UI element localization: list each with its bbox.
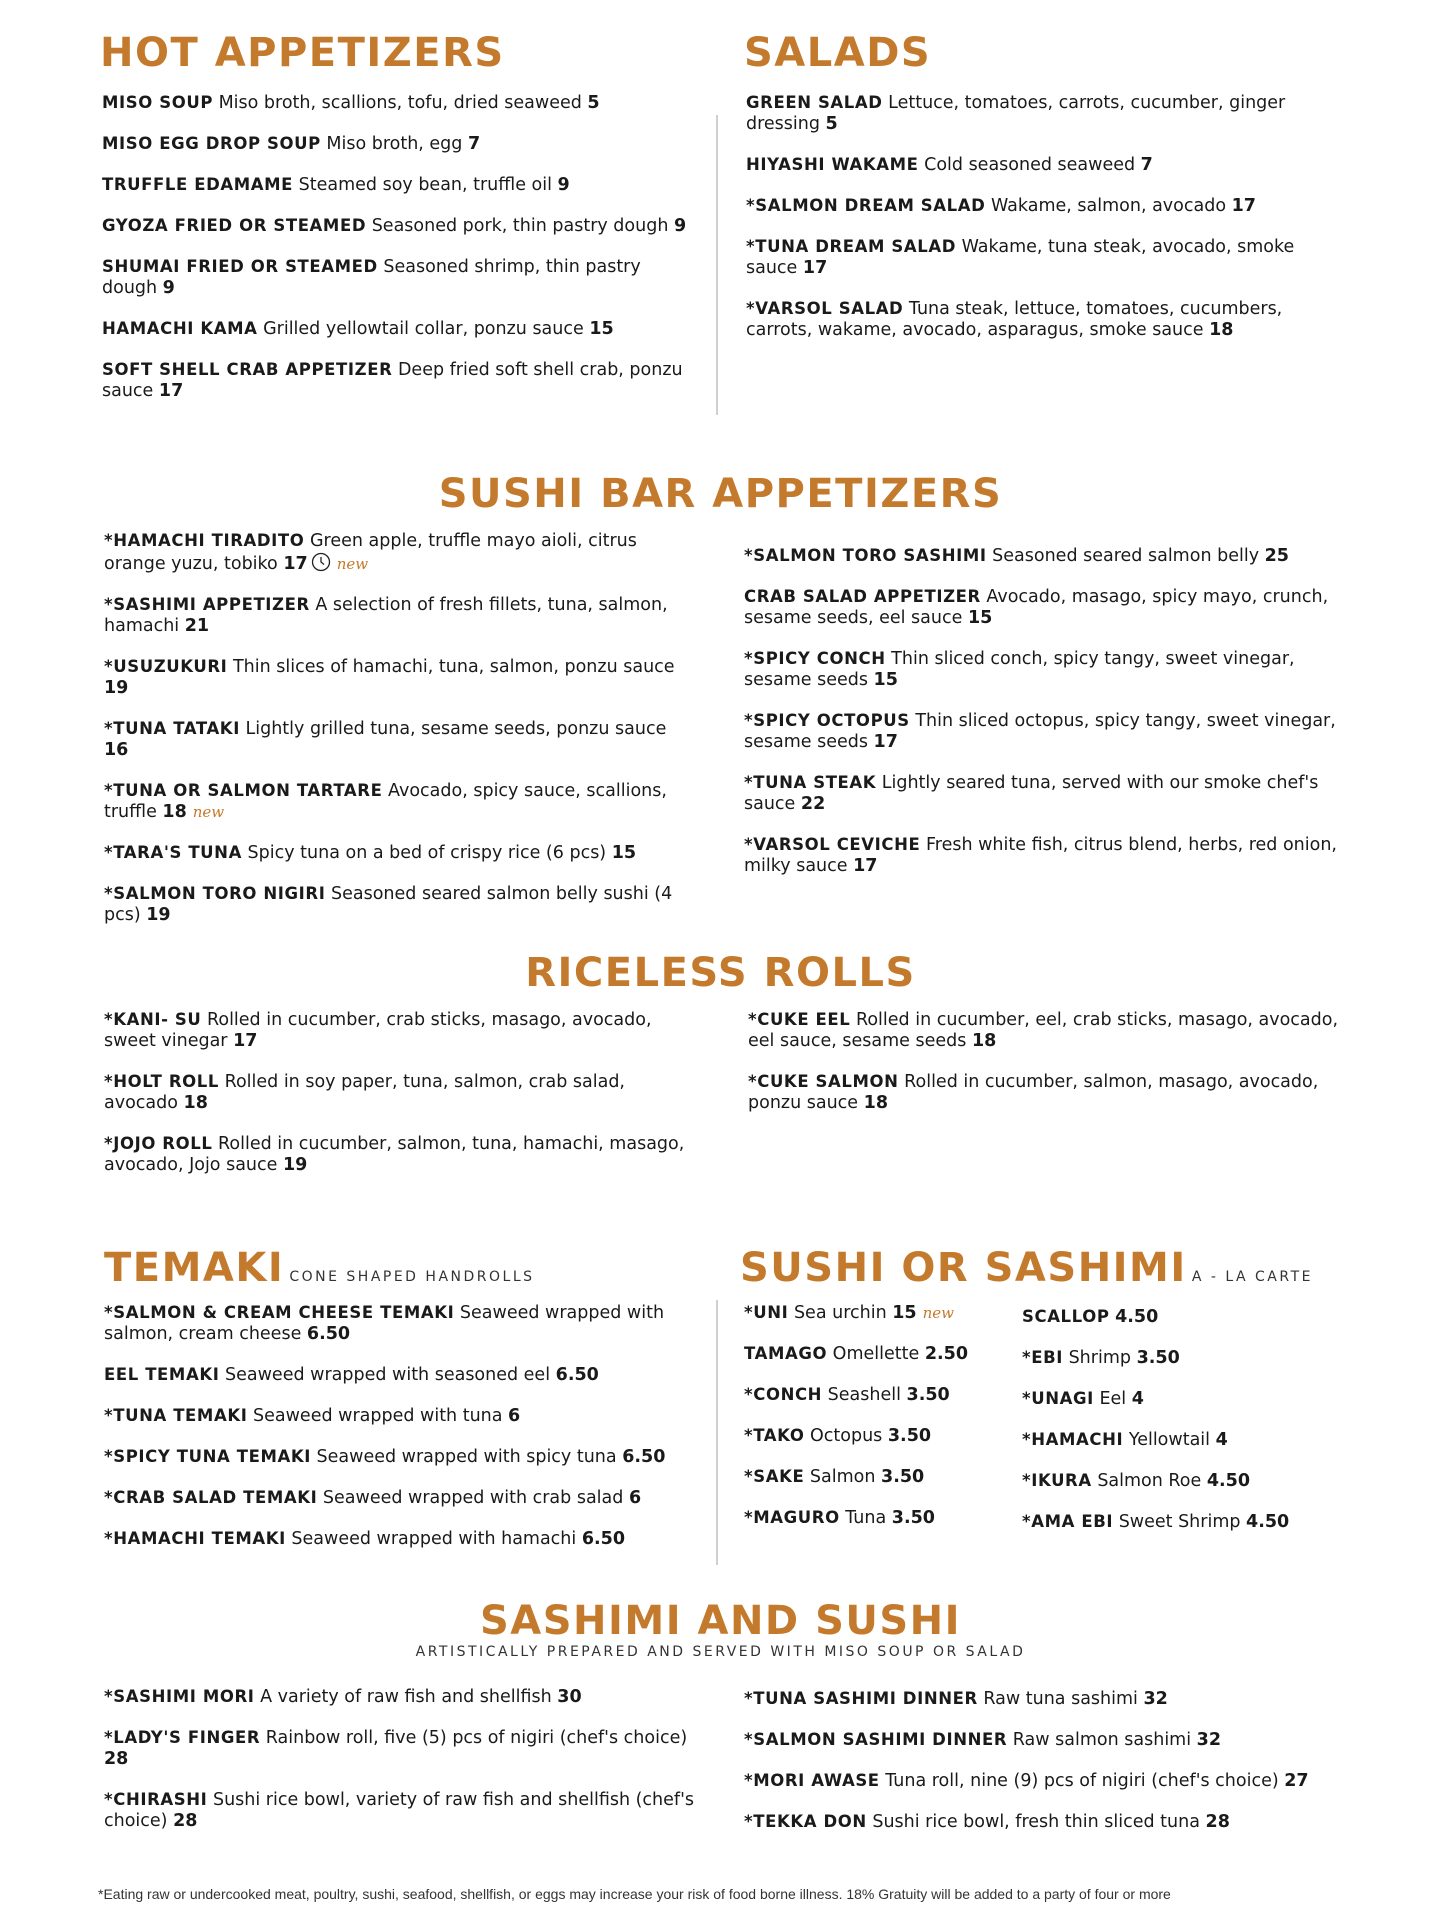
menu-item <box>104 1071 694 1114</box>
riceless-rolls-title: RICELESS ROLLS <box>525 950 916 996</box>
menu-item <box>104 1789 704 1832</box>
item-desc: Seaweed wrapped with salmon, cream cheese <box>104 1303 665 1344</box>
item-desc: Sushi rice bowl, fresh thin sliced tuna <box>866 1812 1206 1832</box>
item-price: 4 <box>1131 1389 1144 1409</box>
item-name: *SPICY OCTOPUS <box>744 711 910 730</box>
item-price: 2.50 <box>924 1344 968 1364</box>
item-name: *UNI <box>744 1303 789 1322</box>
item-name: *TUNA TEMAKI <box>104 1406 248 1425</box>
menu-item <box>104 1686 704 1708</box>
item-desc: Raw tuna sashimi <box>977 1689 1144 1709</box>
sashimi-sushi-right-list <box>744 1688 1344 1852</box>
item-name: *TEKKA DON <box>744 1812 867 1831</box>
menu-item <box>102 256 692 299</box>
menu-item <box>746 154 1326 176</box>
item-name: SCALLOP <box>1022 1307 1110 1326</box>
item-desc: Shrimp <box>1063 1348 1137 1368</box>
item-price: 15 <box>967 608 993 628</box>
item-desc: Grilled yellowtail collar, ponzu sauce <box>257 319 590 339</box>
item-desc: Lightly seared tuna, served with our smoke chef's sauce <box>744 773 1319 814</box>
item-price: 4.50 <box>1115 1307 1159 1327</box>
menu-item <box>104 530 694 575</box>
item-desc: Tuna <box>839 1508 892 1528</box>
item-price: 6.50 <box>306 1324 351 1344</box>
temaki-subtitle: CONE SHAPED HANDROLLS <box>289 1269 535 1285</box>
menu-item <box>104 1405 694 1427</box>
menu-item <box>1022 1429 1322 1451</box>
alacarte-header <box>740 1245 1313 1291</box>
new-badge: new <box>922 1304 954 1322</box>
item-desc: Thin sliced conch, spicy tangy, sweet vinegar, sesame seeds <box>744 649 1295 690</box>
menu-item <box>744 772 1344 815</box>
item-name: *JOJO ROLL <box>104 1134 213 1153</box>
item-price: 19 <box>282 1155 308 1175</box>
item-price: 15 <box>611 843 637 863</box>
footer-disclaimer: *Eating raw or undercooked meat, poultry, sushi, seafood, shellfish, or eggs may increase your risk of food borne illness. 18% Gratuity will be added to a party of four or more <box>98 1886 1171 1902</box>
item-desc: Seaweed wrapped with tuna <box>247 1406 509 1426</box>
item-desc: Rolled in cucumber, salmon, masago, avocado, ponzu sauce <box>748 1072 1319 1113</box>
menu-item <box>104 1727 704 1770</box>
menu-item <box>1022 1511 1322 1533</box>
item-price: 18 <box>162 802 187 822</box>
item-name: *CUKE EEL <box>748 1010 851 1029</box>
menu-item <box>744 1770 1344 1792</box>
riceless-left-list <box>104 1009 694 1195</box>
item-desc: Seaweed wrapped with seasoned eel <box>219 1365 556 1385</box>
item-name: SOFT SHELL CRAB APPETIZER <box>102 360 393 379</box>
menu-item <box>1022 1470 1322 1492</box>
item-price: 6.50 <box>555 1365 599 1385</box>
item-desc: Rainbow roll, five (5) pcs of nigiri (chef's choice) <box>260 1728 688 1748</box>
item-name: *SAKE <box>744 1467 805 1486</box>
item-name: *CONCH <box>744 1385 823 1404</box>
item-price: 15 <box>892 1303 917 1323</box>
item-desc: Steamed soy bean, truffle oil <box>293 175 558 195</box>
menu-item <box>104 1302 694 1345</box>
new-badge: new <box>336 555 369 573</box>
item-desc: Salmon <box>804 1467 882 1487</box>
item-desc: Thin slices of hamachi, tuna, salmon, ponzu sauce <box>227 657 675 677</box>
item-desc: Sea urchin <box>788 1303 893 1323</box>
item-price: 30 <box>557 1687 582 1707</box>
item-desc: Tuna roll, nine (9) pcs of nigiri (chef's choice) <box>879 1771 1285 1791</box>
item-name: *SALMON & CREAM CHEESE TEMAKI <box>104 1303 455 1322</box>
menu-item <box>744 1425 1014 1447</box>
item-price: 9 <box>673 216 687 236</box>
item-name: CRAB SALAD APPETIZER <box>744 587 981 606</box>
item-name: *SASHIMI APPETIZER <box>104 595 310 614</box>
item-name: TRUFFLE EDAMAME <box>102 175 294 194</box>
sashimi-sushi-title: SASHIMI AND SUSHI <box>479 1598 962 1644</box>
sashimi-sushi-subtitle: ARTISTICALLY PREPARED AND SERVED WITH MISO SOUP OR SALAD <box>415 1644 1026 1660</box>
item-price: 25 <box>1264 546 1289 566</box>
item-desc: Salmon Roe <box>1091 1471 1207 1491</box>
item-name: *VARSOL SALAD <box>746 299 904 318</box>
clock-icon <box>311 552 331 572</box>
item-name: MISO SOUP <box>102 93 214 112</box>
menu-item <box>104 656 694 699</box>
item-price: 9 <box>162 278 175 298</box>
item-name: TAMAGO <box>744 1344 828 1363</box>
item-desc: Rolled in soy paper, tuna, salmon, crab salad, avocado <box>104 1072 625 1113</box>
item-name: *TUNA SASHIMI DINNER <box>744 1689 978 1708</box>
menu-item <box>104 780 694 823</box>
item-desc: Seasoned shrimp, thin pastry dough <box>102 257 641 298</box>
item-desc: Seasoned seared salmon belly <box>986 546 1265 566</box>
menu-item <box>746 92 1326 135</box>
item-desc: Octopus <box>804 1426 888 1446</box>
item-desc: Tuna steak, lettuce, tomatoes, cucumbers, carrots, wakame, avocado, asparagus, smoke sauce <box>746 299 1283 340</box>
temaki-list <box>104 1302 694 1569</box>
item-desc: Lightly grilled tuna, sesame seeds, ponzu sauce <box>239 719 667 739</box>
item-name: *CRAB SALAD TEMAKI <box>104 1488 318 1507</box>
alacarte-subtitle: A - LA CARTE <box>1191 1269 1313 1285</box>
item-name: *TUNA STEAK <box>744 773 877 792</box>
item-desc: Raw salmon sashimi <box>1007 1730 1197 1750</box>
alacarte-left-list <box>744 1302 1014 1548</box>
item-desc: Wakame, salmon, avocado <box>985 196 1232 216</box>
item-desc: Seaweed wrapped with spicy tuna <box>310 1447 623 1467</box>
menu-item <box>744 1466 1014 1488</box>
item-price: 18 <box>971 1031 997 1051</box>
menu-item <box>104 1133 694 1176</box>
menu-item <box>104 883 694 926</box>
item-price: 3.50 <box>881 1467 925 1487</box>
menu-item <box>744 1343 1014 1365</box>
item-price: 6 <box>628 1488 642 1508</box>
item-price: 17 <box>1231 196 1256 216</box>
item-price: 3.50 <box>887 1426 932 1446</box>
menu-item <box>744 710 1344 753</box>
menu-item <box>744 545 1344 567</box>
item-desc: A variety of raw fish and shellfish <box>254 1687 558 1707</box>
menu-item <box>1022 1388 1322 1410</box>
item-name: *AMA EBI <box>1022 1512 1114 1531</box>
menu-item <box>102 318 692 340</box>
item-name: EEL TEMAKI <box>104 1365 220 1384</box>
item-name: *MORI AWASE <box>744 1771 880 1790</box>
menu-item <box>744 586 1344 629</box>
item-name: *VARSOL CEVICHE <box>744 835 921 854</box>
item-desc: Seasoned seared salmon belly sushi (4 pcs) <box>104 884 673 925</box>
item-desc: Fresh white fish, citrus blend, herbs, red onion, milky sauce <box>744 835 1337 876</box>
item-price: 32 <box>1143 1689 1168 1709</box>
new-badge: new <box>192 803 225 821</box>
item-name: *HAMACHI TIRADITO <box>104 531 305 550</box>
menu-item <box>102 174 692 196</box>
sashimi-sushi-left-list <box>104 1686 704 1851</box>
menu-item <box>744 1507 1014 1529</box>
menu-item <box>744 648 1344 691</box>
item-price: 17 <box>233 1031 258 1051</box>
item-desc: Miso broth, egg <box>320 134 468 154</box>
item-name: *SALMON TORO NIGIRI <box>104 884 326 903</box>
item-name: *SPICY TUNA TEMAKI <box>104 1447 311 1466</box>
item-name: *USUZUKURI <box>104 657 228 676</box>
item-desc: Seasoned pork, thin pastry dough <box>366 216 674 236</box>
item-name: *TARA'S TUNA <box>104 843 242 862</box>
item-name: *IKURA <box>1022 1471 1092 1490</box>
item-price: 19 <box>146 905 171 925</box>
menu-item <box>104 1364 694 1386</box>
item-price: 9 <box>557 175 570 195</box>
sushi-bar-title: SUSHI BAR APPETIZERS <box>438 471 1003 517</box>
menu-item <box>748 1009 1348 1052</box>
menu-item <box>1022 1347 1322 1369</box>
item-desc: Sushi rice bowl, variety of raw fish and shellfish (chef's choice) <box>104 1790 695 1831</box>
item-name: *CUKE SALMON <box>748 1072 899 1091</box>
item-name: *SPICY CONCH <box>744 649 886 668</box>
item-desc: Lettuce, tomatoes, carrots, cucumber, ginger dressing <box>746 93 1286 134</box>
item-desc: Spicy tuna on a bed of crispy rice (6 pcs) <box>241 843 612 863</box>
menu-item <box>102 92 692 114</box>
item-name: *EBI <box>1022 1348 1064 1367</box>
item-price: 21 <box>184 616 210 636</box>
item-desc: Cold seasoned seaweed <box>918 155 1141 175</box>
item-name: *SALMON TORO SASHIMI <box>744 546 987 565</box>
item-price: 7 <box>1140 155 1153 175</box>
menu-item <box>102 359 692 402</box>
menu-item <box>104 842 694 864</box>
item-price: 18 <box>183 1093 208 1113</box>
item-price: 6.50 <box>622 1447 666 1467</box>
item-name: *HAMACHI TEMAKI <box>104 1529 286 1548</box>
item-desc: Sweet Shrimp <box>1113 1512 1247 1532</box>
menu-item <box>104 718 694 761</box>
item-desc: Rolled in cucumber, eel, crab sticks, masago, avocado, eel sauce, sesame seeds <box>748 1010 1339 1051</box>
menu-item <box>744 1688 1344 1710</box>
menu-item <box>748 1071 1348 1114</box>
menu-item <box>1022 1306 1322 1328</box>
riceless-right-list <box>748 1009 1348 1133</box>
item-name: *SALMON DREAM SALAD <box>746 196 986 215</box>
item-price: 28 <box>173 1811 198 1831</box>
item-desc: Seashell <box>822 1385 907 1405</box>
item-price: 4.50 <box>1246 1512 1290 1532</box>
item-desc: Deep fried soft shell crab, ponzu sauce <box>102 360 683 401</box>
column-divider <box>716 1300 718 1565</box>
item-price: 17 <box>802 258 828 278</box>
menu-item <box>746 195 1326 217</box>
item-price: 17 <box>158 381 184 401</box>
item-price: 32 <box>1196 1730 1222 1750</box>
menu-item <box>104 1528 694 1550</box>
item-price: 3.50 <box>1136 1348 1180 1368</box>
item-name: *MAGURO <box>744 1508 840 1527</box>
item-price: 18 <box>863 1093 888 1113</box>
item-desc: Green apple, truffle mayo aioli, citrus orange yuzu, tobiko <box>104 531 637 574</box>
item-desc: Avocado, masago, spicy mayo, crunch, sesame seeds, eel sauce <box>744 587 1329 628</box>
item-price: 17 <box>283 554 308 574</box>
sushi-bar-right-list <box>744 545 1344 896</box>
item-name: *TUNA OR SALMON TARTARE <box>104 781 383 800</box>
menu-item <box>746 236 1326 279</box>
menu-item <box>102 215 692 237</box>
item-price: 16 <box>104 740 129 760</box>
item-name: MISO EGG DROP SOUP <box>102 134 321 153</box>
item-price: 5 <box>587 93 600 113</box>
item-price: 27 <box>1284 1771 1309 1791</box>
salads-title: SALADS <box>744 30 932 76</box>
item-desc: Thin sliced octopus, spicy tangy, sweet vinegar, sesame seeds <box>744 711 1336 752</box>
menu-item <box>104 1009 694 1052</box>
item-price: 18 <box>1209 320 1234 340</box>
menu-item <box>744 834 1344 877</box>
item-price: 17 <box>873 732 898 752</box>
item-desc: Seaweed wrapped with crab salad <box>317 1488 629 1508</box>
item-desc: Miso broth, scallions, tofu, dried seaweed <box>213 93 588 113</box>
item-price: 4 <box>1215 1430 1228 1450</box>
item-name: GREEN SALAD <box>746 93 883 112</box>
menu-item <box>104 1487 694 1509</box>
item-price: 6.50 <box>581 1529 626 1549</box>
item-name: HAMACHI KAMA <box>102 319 258 338</box>
hot-appetizers-list <box>102 92 692 421</box>
item-name: HIYASHI WAKAME <box>746 155 919 174</box>
item-desc: Avocado, spicy sauce, scallions, truffle <box>104 781 667 822</box>
menu-item <box>102 133 692 155</box>
item-name: *TUNA TATAKI <box>104 719 240 738</box>
item-price: 3.50 <box>891 1508 935 1528</box>
salads-list <box>746 92 1326 360</box>
item-name: *CHIRASHI <box>104 1790 208 1809</box>
item-price: 15 <box>873 670 898 690</box>
menu-item <box>744 1384 1014 1406</box>
item-price: 28 <box>1205 1812 1230 1832</box>
item-name: *LADY'S FINGER <box>104 1728 261 1747</box>
item-desc: Rolled in cucumber, crab sticks, masago, avocado, sweet vinegar <box>104 1010 652 1051</box>
item-price: 22 <box>800 794 826 814</box>
item-name: SHUMAI FRIED OR STEAMED <box>102 257 378 276</box>
sushi-bar-left-list <box>104 530 694 945</box>
temaki-header <box>104 1245 535 1291</box>
item-name: *UNAGI <box>1022 1389 1094 1408</box>
item-name: *SASHIMI MORI <box>104 1687 255 1706</box>
item-price: 6 <box>508 1406 521 1426</box>
item-price: 7 <box>467 134 481 154</box>
item-price: 17 <box>853 856 878 876</box>
item-desc: Seaweed wrapped with hamachi <box>285 1529 582 1549</box>
menu-item <box>104 594 694 637</box>
item-price: 5 <box>825 114 838 134</box>
item-name: GYOZA FRIED OR STEAMED <box>102 216 367 235</box>
menu-item <box>104 1446 694 1468</box>
item-desc: Wakame, tuna steak, avocado, smoke sauce <box>746 237 1295 278</box>
item-name: *TUNA DREAM SALAD <box>746 237 957 256</box>
item-name: *HOLT ROLL <box>104 1072 220 1091</box>
temaki-title: TEMAKI <box>104 1245 285 1291</box>
item-price: 4.50 <box>1206 1471 1251 1491</box>
item-desc: Omellette <box>827 1344 925 1364</box>
item-price: 28 <box>104 1749 129 1769</box>
hot-appetizers-title: HOT APPETIZERS <box>100 30 505 76</box>
item-name: *KANI- SU <box>104 1010 202 1029</box>
alacarte-title: SUSHI OR SASHIMI <box>740 1245 1187 1291</box>
item-desc: A selection of fresh fillets, tuna, salmon, hamachi <box>104 595 668 636</box>
menu-item <box>744 1729 1344 1751</box>
item-price: 19 <box>104 678 129 698</box>
alacarte-right-list <box>1022 1306 1322 1552</box>
menu-item <box>746 298 1326 341</box>
column-divider <box>716 115 718 415</box>
item-price: 15 <box>589 319 614 339</box>
menu-item <box>744 1302 1014 1324</box>
item-name: *SALMON SASHIMI DINNER <box>744 1730 1008 1749</box>
item-name: *HAMACHI <box>1022 1430 1124 1449</box>
item-price: 3.50 <box>906 1385 950 1405</box>
item-desc: Rolled in cucumber, salmon, tuna, hamachi, masago, avocado, Jojo sauce <box>104 1134 685 1175</box>
item-desc: Eel <box>1093 1389 1132 1409</box>
menu-item <box>744 1811 1344 1833</box>
item-name: *TAKO <box>744 1426 805 1445</box>
item-desc: Yellowtail <box>1123 1430 1216 1450</box>
